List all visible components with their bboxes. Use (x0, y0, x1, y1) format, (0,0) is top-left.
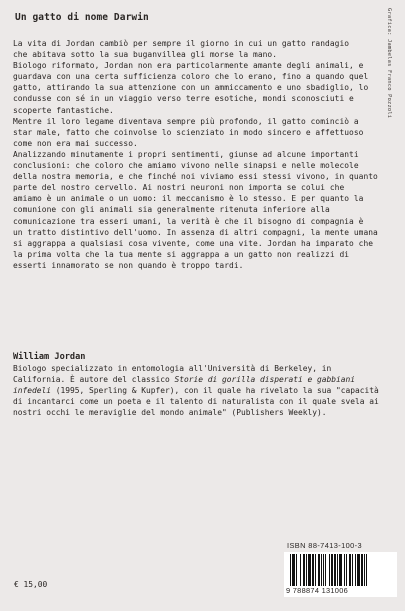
blurb-line: parte del nostro cervello. Ai nostri neuroni non importa se colui che (13, 183, 345, 193)
author-bio-line: nostri occhi le meraviglie del mondo animale" (Publishers Weekly). (13, 408, 327, 418)
price: € 15,00 (14, 580, 48, 589)
blurb-line: Biologo riformato, Jordan non era particolarmente amante degli animali, e (13, 61, 364, 71)
author-bio-line: infedeli (1995, Sperling & Kupfer), con il quale ha rivelato la sua "capacità (13, 386, 379, 396)
blurb-line: La vita di Jordan cambiò per sempre il giorno in cui un gatto randagio (13, 39, 350, 48)
barcode-bar (312, 554, 314, 586)
blurb-line: comunione con gli animali sia generalmente ritenuta inferiore alla (13, 205, 330, 215)
graphic-credit: Grafica: Jambelas Franco Pozzoli (386, 8, 392, 119)
author-bio-line: di incantarci come un poeta e il talento di naturalista con il quale svela ai (13, 397, 379, 407)
blurb-title: Un gatto di nome Darwin (15, 12, 149, 23)
blurb-line: Mentre il loro legame diventava sempre più profondo, il gatto cominciò a (13, 116, 359, 126)
blurb-line: della nostra memoria, e che finché noi viviamo essi stessi vivono, in quanto (13, 172, 378, 182)
barcode-bar (344, 554, 345, 586)
author-bio-line: Biologo specializzato in entomologia all'Università di Berkeley, in (13, 364, 332, 373)
barcode-bar (352, 554, 353, 586)
blurb-line: esserti innamorato se non quando è troppo tardi. (13, 260, 244, 270)
barcode-bar (334, 554, 336, 586)
blurb-line: la prima volta che la tua mente si aggrappa a un gatto non realizzi di (13, 249, 350, 259)
barcode-bar (321, 554, 322, 586)
barcode-bar (361, 554, 363, 586)
barcode-bar (346, 554, 347, 586)
author-bio-line: California. È autore del classico Storie di gorilla disperati e gabbiani (13, 375, 356, 385)
barcode-bar (366, 554, 367, 586)
blurb-line: star male, fatto che coinvolse lo scienziato in modo sincero e affettuoso (13, 127, 364, 137)
blurb-line: gatto, attirando la sua attenzione con un ammiccamento e uno sbadiglio, lo (13, 83, 369, 93)
barcode-bar (290, 554, 291, 586)
barcode-bar (293, 554, 295, 586)
blurb-line: scoperte fantastiche. (13, 105, 114, 115)
barcode-bar (300, 554, 301, 586)
barcode-bar (331, 554, 333, 586)
blurb-text (13, 38, 378, 271)
barcode-bar (306, 554, 307, 586)
blurb-line: guardava con una certa sufficienza coloro che lo erano, fino a quando quel (13, 72, 369, 82)
blurb-line: un tratto distintivo dell'uomo. In assenza di altri compagni, la mente umana (13, 227, 378, 237)
barcode-bars (290, 554, 391, 586)
barcode-bar (339, 554, 342, 586)
barcode-bar (303, 554, 305, 586)
barcode-bar (329, 554, 330, 586)
barcode-bar (308, 554, 311, 586)
author-name: William Jordan (13, 352, 86, 362)
blurb-line: amiamo è un animale o un uomo: il meccanismo è lo stesso. E per quanto la (13, 194, 364, 204)
author-bio (13, 363, 378, 418)
barcode-bar (325, 554, 326, 586)
barcode-bar (296, 554, 297, 586)
blurb-line: si aggrappa a qualsiasi cosa vivente, come una vite. Jordan ha imparato che (13, 238, 374, 248)
barcode-bar (349, 554, 351, 586)
barcode-bar (315, 554, 316, 586)
barcode (284, 552, 397, 597)
barcode-bar (355, 554, 356, 586)
isbn-label: ISBN 88-7413-100-3 (287, 541, 362, 550)
blurb-line: che abitava sotto la sua buganvillea gli morse la mano. (13, 50, 278, 60)
barcode-bar (323, 554, 324, 586)
blurb-line: conclusioni: che coloro che amiamo vivono nelle sinapsi e nelle molecole (13, 161, 359, 171)
blurb-line: come non era mai successo. (13, 138, 138, 148)
blurb-line: Analizzando minutamente i propri sentimenti, giunse ad alcune importanti (13, 149, 359, 159)
barcode-bar (337, 554, 338, 586)
barcode-bar (357, 554, 360, 586)
barcode-bar (364, 554, 365, 586)
barcode-bar (292, 554, 293, 586)
barcode-bar (318, 554, 320, 586)
blurb-line: condusse con sé in un viaggio verso terre esotiche, mondi sconosciuti e (13, 94, 354, 104)
blurb-line: comunicazione tra esseri umani, la verità è che il bisogno di compagnia è (13, 216, 364, 226)
barcode-number: 9 788874 131006 (286, 586, 349, 595)
